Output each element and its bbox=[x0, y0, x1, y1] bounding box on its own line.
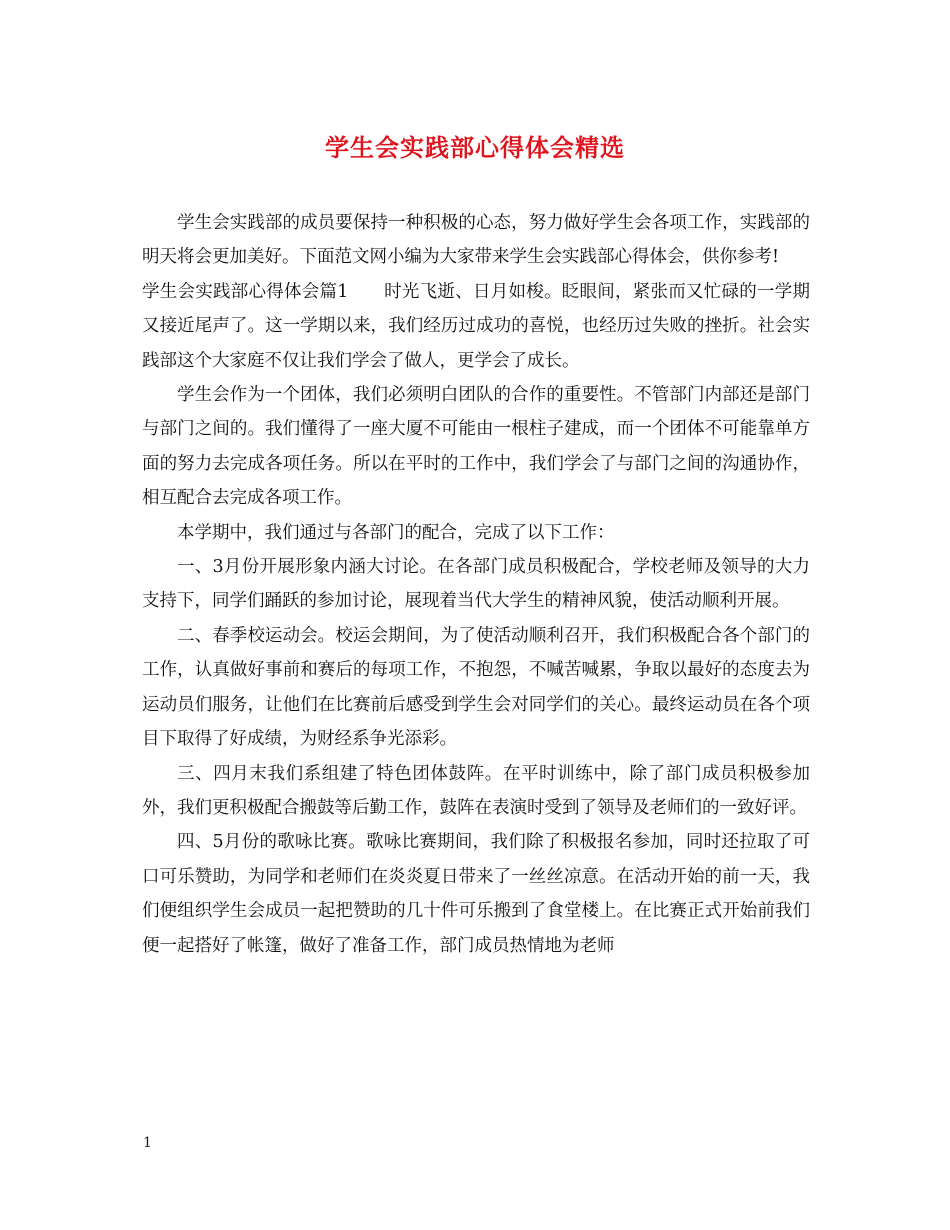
section-heading-paragraph: 学生会实践部心得体会篇1 时光飞逝、日月如梭。眨眼间，紧张而又忙碌的一学期又接近尾声了。这一学期以来，我们经历过成功的喜悦，也经历过失败的挫折。社会实践部这个大家庭不仅让我们学会了做人，更学会了成长。 bbox=[142, 281, 810, 371]
document-body bbox=[142, 206, 810, 963]
body-paragraph: 三、四月末我们系组建了特色团体鼓阵。在平时训练中，除了部门成员积极参加外，我们更积极配合搬鼓等后勤工作，鼓阵在表演时受到了领导及老师们的一致好评。 bbox=[142, 763, 810, 818]
body-paragraph: 二、春季校运动会。校运会期间，为了使活动顺利召开，我们积极配合各个部门的工作，认真做好事前和赛后的每项工作，不抱怨，不喊苦喊累，争取以最好的态度去为运动员们服务，让他们在比赛前后感受到学生会对同学们的关心。最终运动员在各个项目下取得了好成绩，为财经系争光添彩。 bbox=[142, 625, 810, 750]
intro-paragraph: 学生会实践部的成员要保持一种积极的心态，努力做好学生会各项工作，实践部的明天将会更加美好。下面范文网小编为大家带来学生会实践部心得体会，供你参考! bbox=[142, 213, 810, 268]
page-number: 1 bbox=[143, 1135, 152, 1151]
body-paragraph: 学生会作为一个团体，我们必须明白团队的合作的重要性。不管部门内部还是部门与部门之间的。我们懂得了一座大厦不可能由一根柱子建成，而一个团体不可能靠单方面的努力去完成各项任务。所以在平时的工作中，我们学会了与部门之间的沟通协作，相互配合去完成各项工作。 bbox=[142, 385, 810, 509]
document-title: 学生会实践部心得体会精选 bbox=[325, 134, 625, 162]
body-paragraph: 一、3月份开展形象内涵大讨论。在各部门成员积极配合，学校老师及领导的大力支持下，同学们踊跃的参加讨论，展现着当代大学生的精神风貌，使活动顺利开展。 bbox=[142, 557, 810, 612]
body-paragraph: 本学期中，我们通过与各部门的配合，完成了以下工作： bbox=[177, 522, 615, 543]
body-paragraph: 四、5月份的歌咏比赛。歌咏比赛期间，我们除了积极报名参加，同时还拉取了可口可乐赞助，为同学和老师们在炎炎夏日带来了一丝丝凉意。在活动开始的前一天，我们便组织学生会成员一起把赞助的几十件可乐搬到了食堂楼上。在比赛正式开始前我们便一起搭好了帐篷，做好了准备工作，部门成员热情地为老师 bbox=[142, 832, 810, 956]
